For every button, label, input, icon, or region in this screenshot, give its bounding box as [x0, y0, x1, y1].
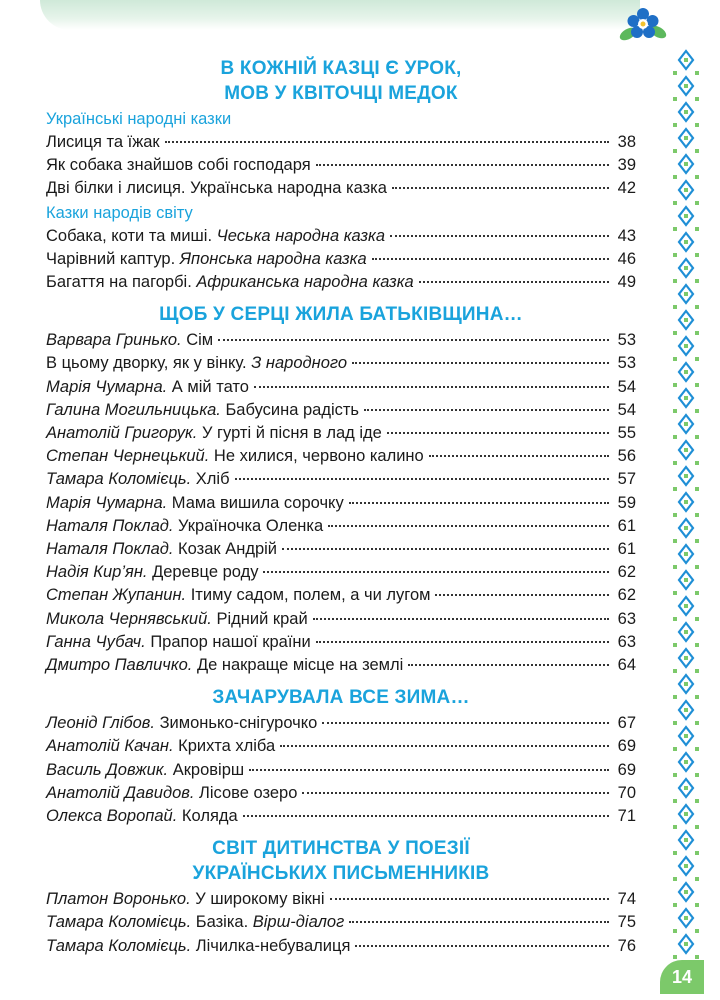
entry-page-number: 49 [617, 273, 636, 292]
entry-work: Не хилися, червоно калино [209, 447, 424, 466]
entry-page-number: 54 [617, 377, 636, 396]
entry-page-number: 69 [617, 737, 636, 756]
entry-title [46, 177, 387, 200]
entry-page-number: 39 [617, 156, 636, 175]
section-title-line: ЗАЧАРУВАЛА ВСЕ ЗИМА… [212, 687, 470, 709]
entry-note: Африканська народна казка [196, 273, 414, 292]
entry-work: Дві білки і лисиця. Українська народна казка [46, 179, 387, 198]
toc-entry[interactable] [46, 515, 636, 538]
entry-author: Леонід Глібов. [46, 714, 155, 733]
entry-work: Деревце роду [147, 563, 259, 582]
top-decorative-band [40, 0, 640, 30]
entry-title [46, 608, 308, 631]
entry-title [46, 271, 414, 294]
entry-author: Марія Чумарна. [46, 377, 168, 396]
toc-entry[interactable] [46, 888, 636, 911]
entry-work: Де накраще місце на землі [192, 656, 404, 675]
entry-title [46, 329, 213, 352]
entry-page-number: 71 [617, 807, 636, 826]
toc-section [46, 836, 636, 958]
section-title-line: УКРАЇНСЬКИХ ПИСЬМЕННИКІВ [192, 863, 490, 885]
entry-work: Базіка. [191, 913, 253, 932]
entry-author: Степан Жупанин. [46, 586, 187, 605]
entry-author: Тамара Коломієць. [46, 470, 192, 489]
toc-entry[interactable] [46, 271, 636, 294]
toc-entry[interactable] [46, 631, 636, 654]
entry-page-number: 61 [617, 516, 636, 535]
dot-leader [235, 478, 609, 480]
entry-author: Анатолій Григорук. [46, 424, 198, 443]
entry-work: Чарівний каптур. [46, 249, 180, 268]
entry-page-number: 67 [617, 714, 636, 733]
dot-leader [330, 898, 609, 900]
dot-leader [349, 921, 609, 923]
entry-work: Сім [181, 331, 214, 350]
entry-title [46, 225, 385, 248]
toc-entry[interactable] [46, 608, 636, 631]
entry-work: Як собака знайшов собі господаря [46, 156, 311, 175]
dot-leader [254, 386, 609, 388]
entry-work: Крихта хліба [173, 737, 276, 756]
entry-note: Вірш-діалог [252, 913, 345, 932]
entry-work: Хліб [191, 470, 230, 489]
entry-page-number: 61 [617, 540, 636, 559]
section-title-line: В КОЖНІЙ КАЗЦІ Є УРОК, [220, 58, 462, 79]
toc-entry[interactable] [46, 654, 636, 677]
entry-work: У широкому вікні [190, 890, 325, 909]
entry-work: Бабусина радість [220, 400, 360, 419]
entry-page-number: 76 [617, 936, 636, 955]
toc-section [46, 56, 636, 294]
entry-page-number: 46 [617, 249, 636, 268]
entry-author: Дмитро Павличко. [46, 656, 193, 675]
entry-title [46, 782, 297, 805]
entry-page-number: 38 [617, 133, 636, 151]
dot-leader [243, 815, 609, 817]
dot-leader [419, 281, 609, 283]
entry-page-number: 43 [617, 226, 636, 245]
entry-author: Микола Чернявський. [46, 609, 212, 628]
entry-title [46, 561, 258, 584]
dot-leader [390, 235, 609, 237]
entry-page-number: 42 [617, 179, 636, 198]
entry-page-number: 75 [617, 913, 636, 932]
toc-entry[interactable] [46, 911, 636, 934]
entry-page-number: 63 [617, 609, 636, 628]
entry-author: Наталя Поклад. [46, 516, 174, 535]
entry-author: Степан Чернецький. [46, 447, 210, 466]
dot-leader [316, 164, 609, 166]
entry-work: Козак Андрій [173, 540, 278, 559]
dot-leader [349, 502, 609, 504]
dot-leader [364, 409, 609, 411]
section-title [46, 56, 636, 106]
entry-page-number: 53 [617, 331, 636, 350]
entry-author: Василь Довжик. [46, 760, 169, 779]
toc-section [46, 685, 636, 828]
entry-work: Мама вишила сорочку [167, 493, 344, 512]
entry-title [46, 735, 275, 758]
entry-work: Україночка Оленка [173, 516, 324, 535]
toc-entry[interactable] [46, 329, 636, 352]
toc-entry[interactable] [46, 131, 636, 154]
section-title [46, 685, 636, 710]
toc-entry[interactable] [46, 492, 636, 515]
entry-work: Акровірш [168, 760, 245, 779]
section-title [46, 836, 636, 886]
entry-title [46, 376, 249, 399]
entry-page-number: 55 [617, 424, 636, 443]
toc-entry[interactable] [46, 782, 636, 805]
entry-work: Коляда [177, 807, 238, 826]
section-title-line: МОВ У КВІТОЧЦІ МЕДОК [224, 83, 458, 104]
toc-entry[interactable] [46, 399, 636, 422]
entry-work: Зимонько-снігурочко [155, 714, 318, 733]
toc-entry[interactable] [46, 759, 636, 782]
sub-heading: Українські народні казки [46, 110, 232, 128]
dot-leader [322, 722, 609, 724]
entry-page-number: 70 [617, 783, 636, 802]
entry-work: Собака, коти та миші. [46, 226, 217, 245]
entry-title [46, 631, 311, 654]
entry-title [46, 445, 424, 468]
dot-leader [263, 571, 609, 573]
toc-entry[interactable] [46, 376, 636, 399]
entry-title [46, 935, 350, 958]
dot-leader [392, 187, 609, 189]
dot-leader [387, 432, 609, 434]
dot-leader [372, 258, 609, 260]
entry-work: Лисиця та їжак [46, 133, 160, 151]
entry-work: Рідний край [211, 609, 308, 628]
entry-page-number: 74 [617, 890, 636, 909]
flower-ornament-icon [618, 4, 668, 48]
section-title-line: СВІТ ДИТИНСТВА У ПОЕЗІЇ [212, 838, 470, 860]
toc-entry[interactable] [46, 584, 636, 607]
entry-author: Платон Воронько. [46, 890, 191, 909]
entry-work: Багаття на пагорбі. [46, 273, 197, 292]
dot-leader [313, 618, 609, 620]
entry-title [46, 248, 367, 271]
entry-page-number: 69 [617, 760, 636, 779]
toc-entry[interactable] [46, 935, 636, 958]
entry-title [46, 352, 347, 375]
entry-page-number: 62 [617, 563, 636, 582]
entry-author: Ганна Чубач. [46, 632, 146, 651]
dot-leader [280, 745, 609, 747]
entry-author: Надія Кир’ян. [46, 563, 148, 582]
entry-title [46, 538, 277, 561]
toc-entry[interactable] [46, 468, 636, 491]
toc-entry[interactable] [46, 225, 636, 248]
entry-author: Тамара Коломієць. [46, 936, 192, 955]
entry-title [46, 584, 430, 607]
entry-author: Варвара Гринько. [46, 331, 182, 350]
entry-author: Олекса Воропай. [46, 807, 178, 826]
entry-title [46, 911, 344, 934]
section-title-line: ЩОБ У СЕРЦІ ЖИЛА БАТЬКІВЩИНА… [159, 304, 523, 326]
entry-title [46, 468, 230, 491]
entry-work: Ітиму садом, полем, а чи лугом [186, 586, 431, 605]
entry-work: Лісове озеро [194, 783, 298, 802]
entry-page-number: 56 [617, 447, 636, 466]
dot-leader [408, 664, 609, 666]
entry-work: У гурті й пісня в лад іде [197, 424, 382, 443]
page-number: 14 [660, 960, 704, 994]
entry-work: А мій тато [167, 377, 249, 396]
entry-author: Анатолій Давидов. [46, 783, 195, 802]
entry-author: Наталя Поклад. [46, 540, 174, 559]
toc-entry[interactable] [46, 445, 636, 468]
entry-page-number: 59 [617, 493, 636, 512]
entry-author: Анатолій Качан. [46, 737, 174, 756]
entry-title [46, 712, 317, 735]
toc-entry[interactable] [46, 248, 636, 271]
entry-note: Чеська народна казка [216, 226, 386, 245]
toc-entry[interactable] [46, 805, 636, 828]
sub-heading: Казки народів світу [46, 203, 193, 222]
toc-entry[interactable] [46, 422, 636, 445]
entry-title [46, 154, 311, 177]
dot-leader [218, 339, 609, 341]
entry-title [46, 515, 323, 538]
toc-entry[interactable] [46, 735, 636, 758]
dot-leader [316, 641, 609, 643]
entry-page-number: 53 [617, 354, 636, 373]
toc-entry[interactable] [46, 561, 636, 584]
toc-entry[interactable] [46, 352, 636, 375]
entry-title [46, 759, 244, 782]
dot-leader [249, 769, 609, 771]
toc-entry[interactable] [46, 177, 636, 200]
entry-page-number: 57 [617, 470, 636, 489]
table-of-contents [46, 56, 636, 958]
dot-leader [328, 525, 609, 527]
entry-work: Прапор нашої країни [145, 632, 311, 651]
dot-leader [429, 455, 609, 457]
entry-page-number: 63 [617, 632, 636, 651]
dot-leader [165, 141, 609, 143]
dot-leader [282, 548, 609, 550]
section-title [46, 302, 636, 327]
entry-title [46, 131, 160, 154]
embroidery-border-icon [640, 0, 720, 1000]
entry-page-number: 64 [617, 656, 636, 675]
entry-page-number: 54 [617, 400, 636, 419]
toc-entry[interactable] [46, 154, 636, 177]
dot-leader [302, 792, 609, 794]
entry-title [46, 422, 382, 445]
entry-work: В цьому дворку, як у вінку. [46, 354, 252, 373]
entry-note: Японська народна казка [179, 249, 367, 268]
toc-entry[interactable] [46, 712, 636, 735]
entry-author: Марія Чумарна. [46, 493, 168, 512]
dot-leader [355, 945, 609, 947]
dot-leader [352, 362, 609, 364]
entry-page-number: 62 [617, 586, 636, 605]
entry-work: Лічилка-небувалиця [191, 936, 351, 955]
entry-title [46, 399, 359, 422]
entry-title [46, 888, 325, 911]
entry-author: Тамара Коломієць. [46, 913, 192, 932]
entry-title [46, 805, 238, 828]
entry-author: Галина Могильницька. [46, 400, 221, 419]
entry-title [46, 654, 403, 677]
entry-title [46, 492, 344, 515]
toc-section [46, 302, 636, 677]
toc-entry[interactable] [46, 538, 636, 561]
dot-leader [435, 594, 609, 596]
entry-note: З народного [251, 354, 348, 373]
